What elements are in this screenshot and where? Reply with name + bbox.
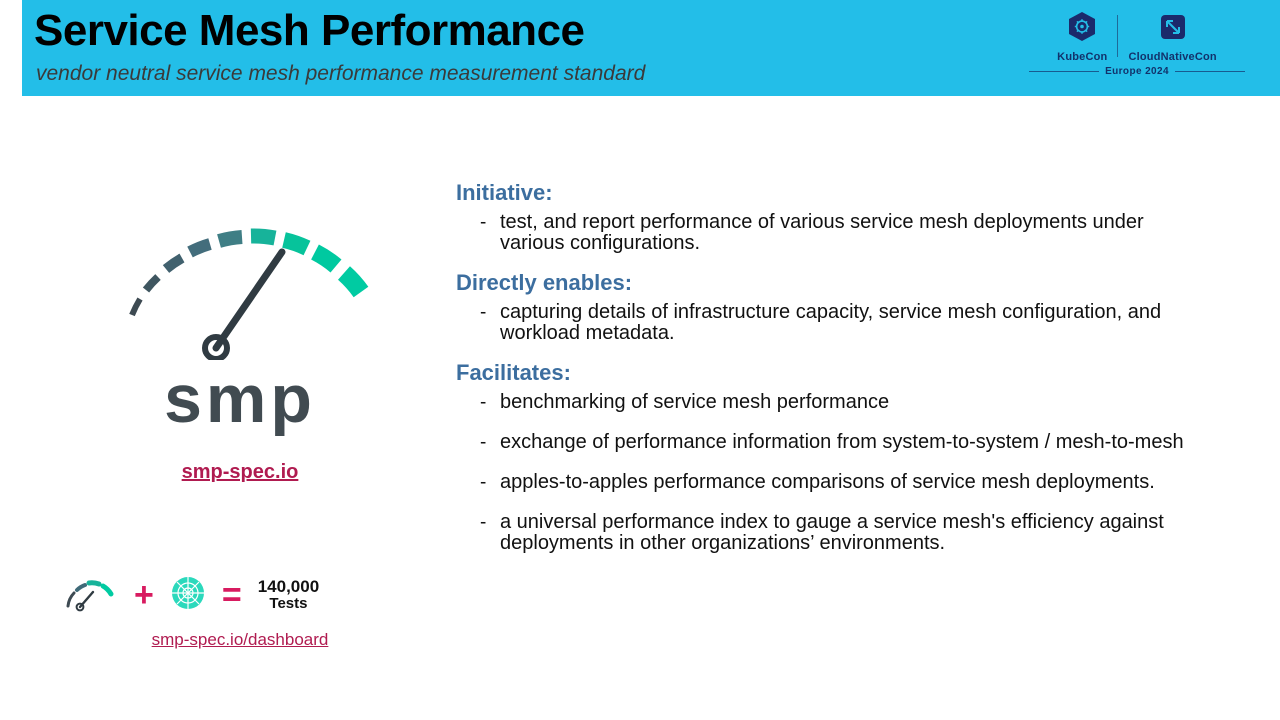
section-directly-enables bbox=[456, 270, 1246, 344]
cloudnative-cube-icon bbox=[1156, 10, 1190, 49]
bullet-text: benchmarking of service mesh performance bbox=[500, 391, 890, 413]
smp-wordmark bbox=[40, 366, 440, 443]
list-item bbox=[456, 392, 1246, 414]
slide-header bbox=[0, 0, 1280, 96]
section-heading-initiative: Initiative: bbox=[456, 180, 553, 205]
logo-rule-right bbox=[1175, 71, 1245, 72]
tests-count-label: Tests bbox=[269, 595, 308, 613]
list-item bbox=[456, 302, 1246, 344]
section-heading-directly-enables: Directly enables: bbox=[456, 270, 633, 295]
smp-spec-link-wrapper bbox=[40, 461, 440, 484]
bullet-text: exchange of performance information from system-to-system / mesh-to-mesh bbox=[500, 430, 1184, 453]
bullet-text: a universal performance index to gauge a service mesh's efficiency against deployments in other organizations’ environments. bbox=[500, 510, 1164, 554]
section-heading-facilitates: Facilitates: bbox=[456, 360, 571, 385]
bullet-dash: - bbox=[480, 471, 487, 493]
logo-rule-left bbox=[1029, 71, 1099, 72]
kubecon-label: KubeCon bbox=[1057, 50, 1108, 63]
bullet-text: test, and report performance of various service mesh deployments under various configurations. bbox=[500, 211, 1144, 254]
logo-divider bbox=[1117, 15, 1118, 57]
plus-symbol: + bbox=[134, 576, 154, 614]
equals-symbol: = bbox=[221, 576, 242, 614]
list-item bbox=[456, 512, 1246, 554]
bullet-dash: - bbox=[480, 392, 487, 413]
mesh-network-icon bbox=[166, 571, 210, 620]
section-facilitates bbox=[456, 360, 1246, 554]
header-left-accent bbox=[0, 0, 22, 96]
dashboard-link[interactable]: smp-spec.io/dashboard bbox=[151, 630, 329, 649]
list-item bbox=[456, 432, 1246, 454]
cloudnativecon-logo bbox=[1128, 10, 1216, 63]
conference-year-label: Europe 2024 bbox=[1105, 66, 1169, 77]
logo-year-row bbox=[1012, 66, 1262, 77]
bullet-text: apples-to-apples performance comparisons of service mesh deployments. bbox=[500, 470, 1155, 493]
left-column bbox=[40, 180, 440, 649]
kubecon-helm-icon bbox=[1065, 10, 1099, 49]
bullet-text: capturing details of infrastructure capacity, service mesh configuration, and workload metadata. bbox=[500, 301, 1162, 344]
speedometer-icon bbox=[40, 180, 440, 360]
right-column bbox=[456, 180, 1246, 570]
bullet-dash: - bbox=[480, 511, 487, 533]
cloudnativecon-label: CloudNativeCon bbox=[1128, 50, 1217, 63]
conference-logo-lockup bbox=[1012, 8, 1262, 88]
page-subtitle: vendor neutral service mesh performance measurement standard bbox=[36, 62, 646, 85]
tests-equation bbox=[60, 565, 440, 625]
bullet-dash: - bbox=[480, 212, 487, 233]
svg-text:smp: smp bbox=[164, 366, 316, 437]
bullet-dash: - bbox=[480, 302, 487, 323]
tests-count-number: 140,000 bbox=[257, 577, 320, 597]
kubecon-logo bbox=[1057, 10, 1107, 63]
logo-row bbox=[1012, 8, 1262, 64]
tests-count-block bbox=[258, 578, 319, 612]
small-speedometer-icon bbox=[60, 572, 122, 619]
list-item bbox=[456, 212, 1246, 254]
list-item bbox=[456, 472, 1246, 494]
bullet-dash: - bbox=[480, 431, 487, 453]
section-initiative bbox=[456, 180, 1246, 254]
page-title: Service Mesh Performance bbox=[34, 6, 585, 55]
dashboard-link-wrapper bbox=[40, 630, 440, 650]
smp-spec-link[interactable]: smp-spec.io bbox=[181, 461, 299, 483]
